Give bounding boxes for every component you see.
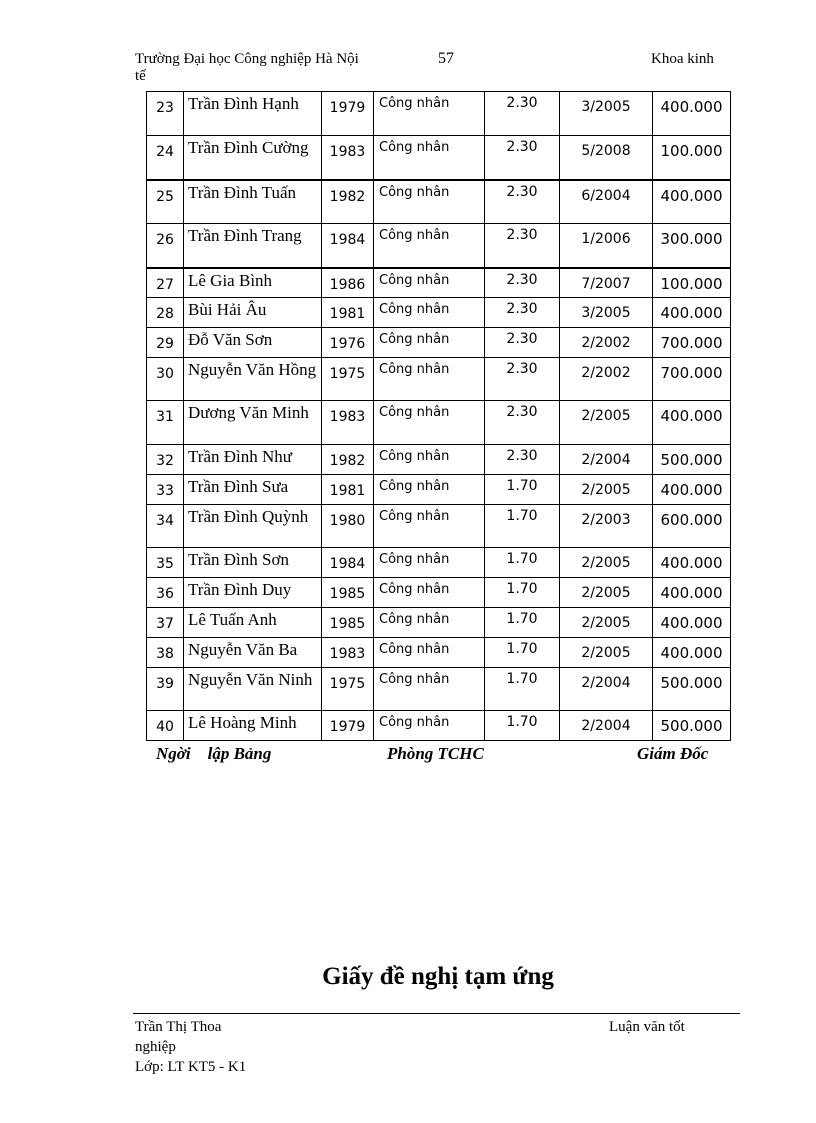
cell-coefficient: 2.30 bbox=[485, 358, 560, 401]
cell-no: 23 bbox=[147, 92, 184, 136]
cell-coefficient: 2.30 bbox=[485, 328, 560, 358]
cell-amount: 500.000 bbox=[653, 445, 731, 475]
cell-start-date: 2/2005 bbox=[560, 548, 653, 578]
cell-name: Trần Đình Như bbox=[184, 445, 322, 475]
cell-birth-year: 1983 bbox=[322, 136, 374, 180]
footer-author: Trần Thị Thoa bbox=[135, 1019, 222, 1035]
cell-amount: 700.000 bbox=[653, 358, 731, 401]
cell-start-date: 6/2004 bbox=[560, 180, 653, 224]
footer-rule bbox=[133, 1013, 740, 1014]
cell-coefficient: 1.70 bbox=[485, 608, 560, 638]
cell-name: Lê Tuấn Anh bbox=[184, 608, 322, 638]
cell-no: 31 bbox=[147, 401, 184, 445]
cell-coefficient: 2.30 bbox=[485, 268, 560, 298]
cell-name: Lê Hoàng Minh bbox=[184, 711, 322, 741]
cell-amount: 400.000 bbox=[653, 180, 731, 224]
cell-start-date: 2/2004 bbox=[560, 445, 653, 475]
cell-coefficient: 2.30 bbox=[485, 224, 560, 268]
cell-amount: 400.000 bbox=[653, 608, 731, 638]
cell-no: 32 bbox=[147, 445, 184, 475]
cell-start-date: 2/2005 bbox=[560, 475, 653, 505]
cell-birth-year: 1975 bbox=[322, 358, 374, 401]
cell-no: 36 bbox=[147, 578, 184, 608]
cell-position: Công nhân bbox=[374, 268, 485, 298]
table-row bbox=[147, 578, 731, 608]
cell-name: Trần Đình Quỳnh bbox=[184, 505, 322, 548]
cell-position: Công nhân bbox=[374, 638, 485, 668]
cell-name: Trần Đình Cường bbox=[184, 136, 322, 180]
cell-coefficient: 1.70 bbox=[485, 475, 560, 505]
cell-position: Công nhân bbox=[374, 224, 485, 268]
table-row bbox=[147, 638, 731, 668]
cell-no: 25 bbox=[147, 180, 184, 224]
cell-birth-year: 1980 bbox=[322, 505, 374, 548]
cell-start-date: 3/2005 bbox=[560, 298, 653, 328]
table-row bbox=[147, 401, 731, 445]
cell-birth-year: 1981 bbox=[322, 475, 374, 505]
cell-birth-year: 1985 bbox=[322, 608, 374, 638]
cell-position: Công nhân bbox=[374, 298, 485, 328]
cell-name: Trần Đình Hạnh bbox=[184, 92, 322, 136]
cell-position: Công nhân bbox=[374, 328, 485, 358]
cell-amount: 300.000 bbox=[653, 224, 731, 268]
cell-start-date: 5/2008 bbox=[560, 136, 653, 180]
cell-amount: 400.000 bbox=[653, 578, 731, 608]
signature-department: Phòng TCHC bbox=[387, 744, 484, 763]
cell-name: Đỗ Văn Sơn bbox=[184, 328, 322, 358]
cell-amount: 100.000 bbox=[653, 136, 731, 180]
cell-amount: 400.000 bbox=[653, 401, 731, 445]
cell-amount: 400.000 bbox=[653, 475, 731, 505]
cell-birth-year: 1984 bbox=[322, 548, 374, 578]
cell-position: Công nhân bbox=[374, 475, 485, 505]
cell-start-date: 2/2005 bbox=[560, 401, 653, 445]
cell-start-date: 3/2005 bbox=[560, 92, 653, 136]
cell-coefficient: 2.30 bbox=[485, 136, 560, 180]
table-row bbox=[147, 268, 731, 298]
cell-coefficient: 2.30 bbox=[485, 298, 560, 328]
cell-position: Công nhân bbox=[374, 92, 485, 136]
cell-coefficient: 2.30 bbox=[485, 180, 560, 224]
cell-name: Trần Đình Tuấn bbox=[184, 180, 322, 224]
cell-birth-year: 1981 bbox=[322, 298, 374, 328]
cell-no: 33 bbox=[147, 475, 184, 505]
cell-start-date: 2/2005 bbox=[560, 638, 653, 668]
cell-coefficient: 1.70 bbox=[485, 548, 560, 578]
cell-name: Nguyễn Văn Ninh bbox=[184, 668, 322, 711]
table-row bbox=[147, 711, 731, 741]
cell-amount: 500.000 bbox=[653, 711, 731, 741]
cell-amount: 100.000 bbox=[653, 268, 731, 298]
cell-start-date: 2/2004 bbox=[560, 668, 653, 711]
table-row bbox=[147, 608, 731, 638]
table-row bbox=[147, 445, 731, 475]
cell-birth-year: 1979 bbox=[322, 711, 374, 741]
cell-name: Bùi Hải Âu bbox=[184, 298, 322, 328]
cell-birth-year: 1976 bbox=[322, 328, 374, 358]
cell-birth-year: 1982 bbox=[322, 180, 374, 224]
header-faculty-wrap: tế bbox=[135, 68, 146, 84]
cell-birth-year: 1983 bbox=[322, 638, 374, 668]
cell-position: Công nhân bbox=[374, 548, 485, 578]
cell-start-date: 7/2007 bbox=[560, 268, 653, 298]
cell-name: Trần Đình Duy bbox=[184, 578, 322, 608]
table-row bbox=[147, 548, 731, 578]
cell-position: Công nhân bbox=[374, 505, 485, 548]
cell-name: Trần Đình Sơn bbox=[184, 548, 322, 578]
cell-start-date: 2/2002 bbox=[560, 328, 653, 358]
table-row bbox=[147, 475, 731, 505]
cell-coefficient: 1.70 bbox=[485, 668, 560, 711]
cell-no: 30 bbox=[147, 358, 184, 401]
table-row bbox=[147, 180, 731, 224]
cell-no: 38 bbox=[147, 638, 184, 668]
cell-start-date: 2/2004 bbox=[560, 711, 653, 741]
header-school: Trường Đại học Công nghiệp Hà Nội bbox=[135, 51, 359, 67]
cell-amount: 500.000 bbox=[653, 668, 731, 711]
cell-no: 34 bbox=[147, 505, 184, 548]
cell-birth-year: 1986 bbox=[322, 268, 374, 298]
table-row bbox=[147, 224, 731, 268]
cell-position: Công nhân bbox=[374, 445, 485, 475]
cell-coefficient: 2.30 bbox=[485, 445, 560, 475]
cell-no: 29 bbox=[147, 328, 184, 358]
cell-amount: 400.000 bbox=[653, 638, 731, 668]
footer-thesis-wrap: nghiệp bbox=[135, 1039, 176, 1055]
cell-coefficient: 1.70 bbox=[485, 578, 560, 608]
document-title: Giấy đề nghị tạm ứng bbox=[322, 963, 554, 990]
cell-no: 26 bbox=[147, 224, 184, 268]
cell-coefficient: 1.70 bbox=[485, 711, 560, 741]
cell-name: Nguyễn Văn Ba bbox=[184, 638, 322, 668]
cell-birth-year: 1984 bbox=[322, 224, 374, 268]
cell-no: 28 bbox=[147, 298, 184, 328]
table-row bbox=[147, 136, 731, 180]
cell-name: Dương Văn Minh bbox=[184, 401, 322, 445]
cell-position: Công nhân bbox=[374, 711, 485, 741]
signature-director: Giám Đốc bbox=[637, 744, 709, 763]
cell-birth-year: 1979 bbox=[322, 92, 374, 136]
cell-amount: 400.000 bbox=[653, 298, 731, 328]
cell-no: 35 bbox=[147, 548, 184, 578]
cell-no: 40 bbox=[147, 711, 184, 741]
cell-position: Công nhân bbox=[374, 578, 485, 608]
table-row bbox=[147, 668, 731, 711]
cell-coefficient: 2.30 bbox=[485, 401, 560, 445]
cell-start-date: 2/2002 bbox=[560, 358, 653, 401]
table-row bbox=[147, 298, 731, 328]
table-row bbox=[147, 505, 731, 548]
cell-position: Công nhân bbox=[374, 180, 485, 224]
table-row bbox=[147, 328, 731, 358]
cell-position: Công nhân bbox=[374, 136, 485, 180]
cell-position: Công nhân bbox=[374, 668, 485, 711]
page-number: 57 bbox=[438, 50, 454, 67]
cell-position: Công nhân bbox=[374, 358, 485, 401]
cell-name: Nguyễn Văn Hồng bbox=[184, 358, 322, 401]
cell-no: 39 bbox=[147, 668, 184, 711]
cell-no: 24 bbox=[147, 136, 184, 180]
cell-start-date: 1/2006 bbox=[560, 224, 653, 268]
table-row bbox=[147, 92, 731, 136]
cell-birth-year: 1985 bbox=[322, 578, 374, 608]
cell-amount: 700.000 bbox=[653, 328, 731, 358]
signature-prepared-by: Ngời lập Bảng bbox=[156, 744, 272, 763]
cell-position: Công nhân bbox=[374, 401, 485, 445]
cell-birth-year: 1975 bbox=[322, 668, 374, 711]
cell-coefficient: 1.70 bbox=[485, 505, 560, 548]
cell-start-date: 2/2005 bbox=[560, 608, 653, 638]
cell-name: Trần Đình Sưa bbox=[184, 475, 322, 505]
cell-amount: 600.000 bbox=[653, 505, 731, 548]
cell-start-date: 2/2005 bbox=[560, 578, 653, 608]
cell-position: Công nhân bbox=[374, 608, 485, 638]
cell-coefficient: 1.70 bbox=[485, 638, 560, 668]
table-row bbox=[147, 358, 731, 401]
footer-thesis: Luận văn tốt bbox=[609, 1019, 685, 1035]
cell-birth-year: 1982 bbox=[322, 445, 374, 475]
cell-name: Lê Gia Bình bbox=[184, 268, 322, 298]
staff-table bbox=[146, 91, 731, 741]
cell-start-date: 2/2003 bbox=[560, 505, 653, 548]
cell-amount: 400.000 bbox=[653, 548, 731, 578]
header-faculty: Khoa kinh bbox=[651, 51, 714, 67]
cell-no: 27 bbox=[147, 268, 184, 298]
cell-amount: 400.000 bbox=[653, 92, 731, 136]
cell-no: 37 bbox=[147, 608, 184, 638]
footer-class: Lớp: LT KT5 - K1 bbox=[135, 1059, 247, 1075]
cell-birth-year: 1983 bbox=[322, 401, 374, 445]
cell-coefficient: 2.30 bbox=[485, 92, 560, 136]
cell-name: Trần Đình Trang bbox=[184, 224, 322, 268]
